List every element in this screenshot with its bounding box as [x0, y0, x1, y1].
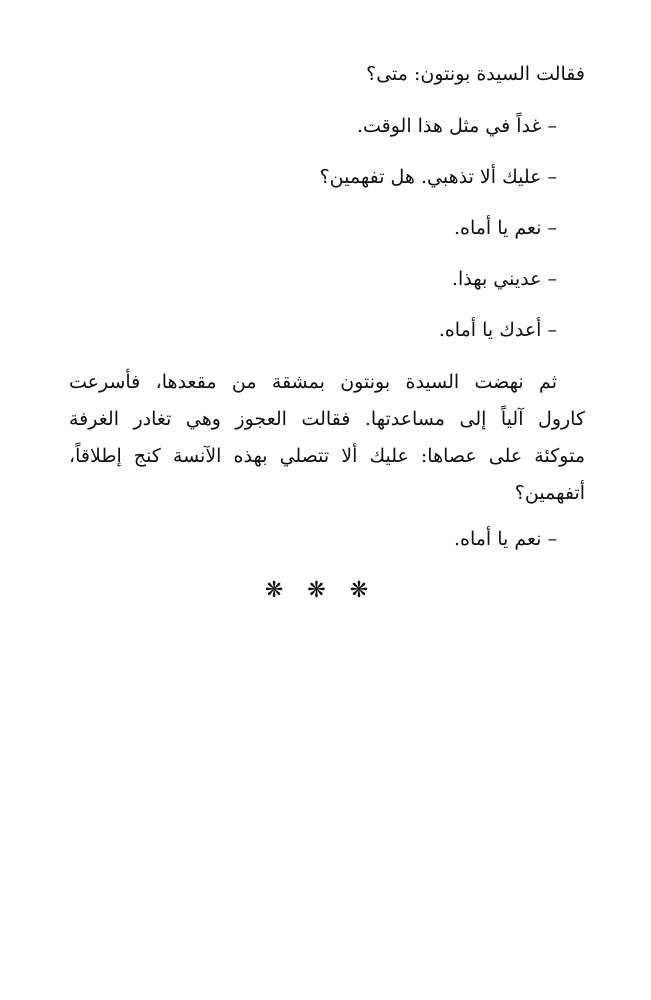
- opening-line: فقالت السيدة بونتون: متى؟: [366, 63, 585, 85]
- narrative-paragraph: [69, 364, 585, 512]
- dialogue-line: – غداً في مثل هذا الوقت.: [356, 115, 557, 137]
- dialogue-line: – أعدك يا أماه.: [438, 319, 557, 341]
- paragraph-line: ثم نهضت السيدة بونتون بمشقة من مقعدها، فأسرعت: [69, 371, 557, 393]
- paragraph-line: أتفهمين؟: [514, 482, 585, 504]
- asterism-icon: ❋: [307, 578, 344, 603]
- dialogue-line: – عديني بهذا.: [451, 268, 557, 290]
- dialogue-line: – نعم يا أماه.: [453, 217, 557, 239]
- paragraph-line: كارول آلياً إلى مساعدتها. فقالت العجوز وهي تغادر الغرفة: [69, 408, 585, 430]
- asterism-icon: ❋: [264, 578, 302, 603]
- paragraph-line: متوكئة على عصاها: عليك ألا تتصلي بهذه الآنسة كنج إطلاقاً،: [69, 445, 585, 467]
- asterism-icon: ❋: [349, 578, 387, 603]
- dialogue-line: – نعم يا أماه.: [453, 528, 557, 550]
- dialogue-line: – عليك ألا تذهبي. هل تفهمين؟: [319, 166, 557, 188]
- section-separator: [0, 578, 651, 603]
